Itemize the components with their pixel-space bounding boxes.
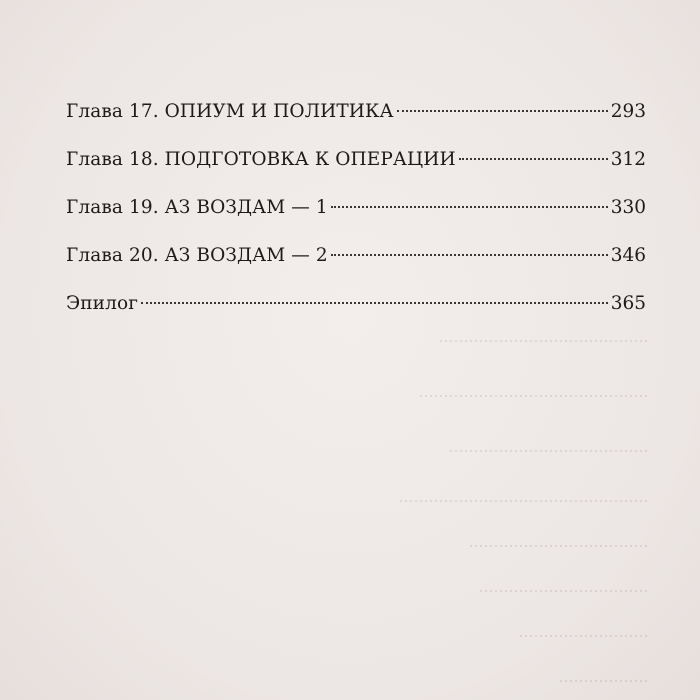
toc-entry (66, 280, 646, 328)
toc-entry-title: Глава 19. АЗ ВОЗДАМ — 1 (66, 197, 328, 218)
toc-entry-page: 346 (610, 245, 646, 266)
dot-leader (141, 302, 608, 304)
toc-entry (66, 184, 646, 232)
toc-entry-page: 293 (610, 101, 646, 122)
toc-entry-title: Эпилог (66, 293, 138, 314)
toc-entry-title: Глава 20. АЗ ВОЗДАМ — 2 (66, 245, 328, 266)
table-of-contents (66, 88, 646, 328)
toc-entry (66, 88, 646, 136)
toc-entry-page: 365 (610, 293, 646, 314)
toc-entry (66, 232, 646, 280)
dot-leader (397, 110, 608, 112)
dot-leader (331, 254, 608, 256)
toc-entry-title: Глава 18. ПОДГОТОВКА К ОПЕРАЦИИ (66, 149, 456, 170)
toc-entry (66, 136, 646, 184)
dot-leader (459, 158, 608, 160)
toc-entry-page: 312 (610, 149, 646, 170)
toc-entry-page: 330 (610, 197, 646, 218)
dot-leader (331, 206, 608, 208)
toc-entry-title: Глава 17. ОПИУМ И ПОЛИТИКА (66, 101, 394, 122)
